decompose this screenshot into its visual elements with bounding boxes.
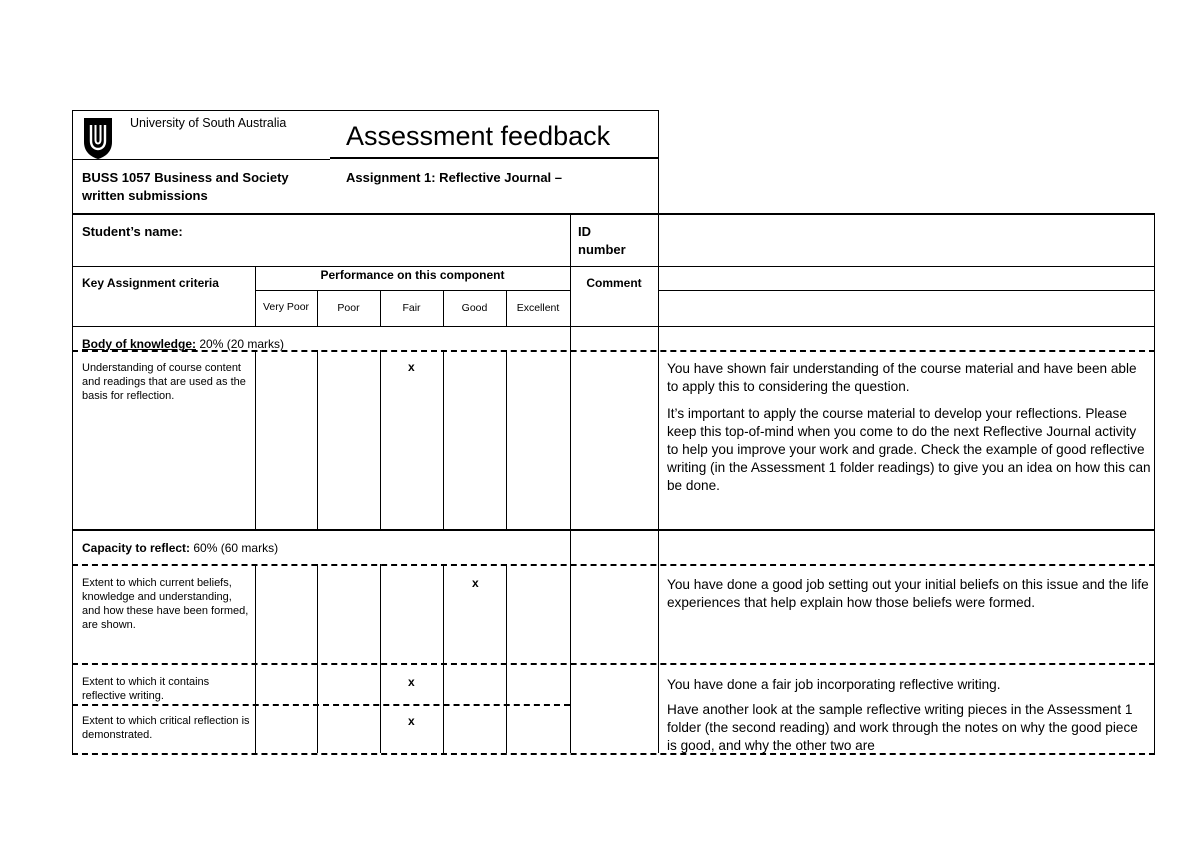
level-very-poor: Very Poor (262, 301, 310, 313)
comment-paragraph: Have another look at the sample reflective writing pieces in the Assessment 1 folder (the second reading) and work through the notes on why the good piece is good, and why the other two are (667, 702, 1138, 753)
comment-paragraph: You have done a fair job incorporating reflective writing. (667, 677, 1001, 692)
comment-header: Comment (586, 276, 642, 290)
section-body-of-knowledge (82, 337, 284, 351)
section-capacity-to-reflect (82, 541, 278, 555)
criterion-text: Extent to which current beliefs, knowledge and understanding, and how these have been formed, are shown. (82, 577, 249, 631)
fair-mark: x (408, 675, 415, 689)
id-number-label: ID (578, 224, 591, 239)
comment-paragraph: You have done a good job setting out your initial beliefs on this issue and the life experiences that help explain how those beliefs were formed. (667, 577, 1149, 610)
assignment-name-cont: written submissions (82, 188, 208, 203)
student-id-field[interactable] (666, 220, 1146, 260)
level-fair: Fair (402, 302, 421, 314)
level-good: Good (461, 302, 488, 314)
fair-mark: x (408, 360, 415, 374)
criteria-header: Key Assignment criteria (82, 276, 219, 290)
university-logo-icon (82, 116, 114, 160)
section-weight: 60% (60 marks) (193, 541, 279, 555)
university-name: University of South Australia (130, 116, 287, 130)
criterion-text: Extent to which critical reflection is demonstrated. (82, 715, 250, 741)
section-weight: 20% (20 marks) (199, 337, 285, 351)
criterion-text: Extent to which it contains reflective writing. (82, 676, 210, 702)
page-title: Assessment feedback (346, 121, 611, 151)
performance-header: Performance on this component (320, 268, 505, 282)
comment-paragraph: It’s important to apply the course material to develop your reflections. Please keep this top-of-mind when you come to do the next Reflective Journal activity to help you improve your work and grade. Check the example of good reflective writing (in the Assessment 1 folder readings) to give you an idea on how this can be done. (667, 406, 1151, 493)
student-name-label: Student’s name: (82, 224, 183, 239)
comment-paragraph: You have shown fair understanding of the course material and have been able to apply this to considering the question. (667, 361, 1137, 394)
section-title: Body of knowledge: (82, 337, 196, 351)
id-number-label-2: number (578, 242, 626, 257)
course-name: BUSS 1057 Business and Society (82, 170, 289, 185)
section-title: Capacity to reflect: (82, 541, 191, 555)
level-excellent: Excellent (516, 302, 560, 314)
fair-mark: x (408, 714, 415, 728)
level-poor: Poor (337, 302, 360, 314)
good-mark: x (472, 576, 479, 590)
criterion-text: Understanding of course content and readings that are used as the basis for reflection. (82, 362, 246, 402)
assignment-name: Assignment 1: Reflective Journal – (346, 170, 563, 185)
